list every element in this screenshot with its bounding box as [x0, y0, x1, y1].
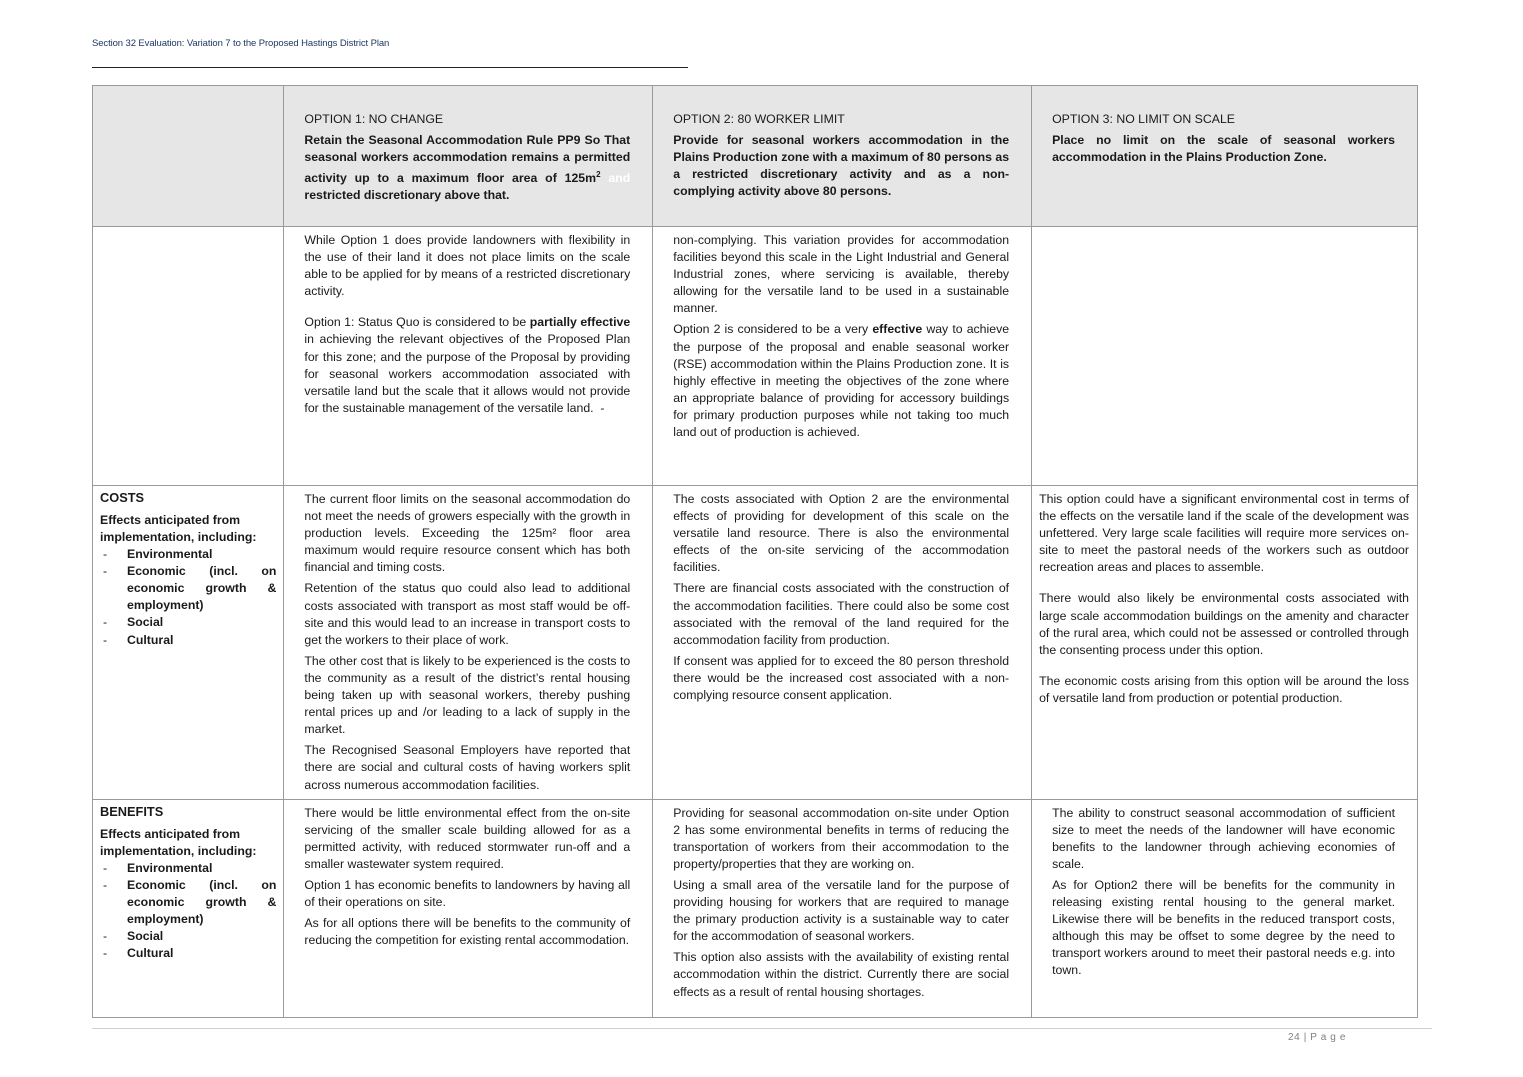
header-divider — [92, 67, 688, 68]
benefits-option-1-para-3: As for all options there will be benefits to the community of reducing the competition for existing rental accommodation. — [304, 916, 631, 948]
benefits-option-2-para-2: Using a small area of the versatile land for the purpose of providing housing for workers that are required to manage the primary production activity is a sustainable way to cater for the accommodation of seasonal workers. — [673, 877, 1010, 944]
effectiveness-row — [93, 227, 1418, 486]
list-item: - Environmental — [100, 546, 276, 563]
list-item: - Economic (incl. on economic growth & employment) — [100, 877, 276, 928]
costs-option-3-para-3: The economic costs arising from this option will be around the loss of versatile land from production or potential production. — [1039, 673, 1409, 705]
benefits-option-3-para-2: As for Option2 there will be benefits for the community in releasing existing rental housing to the general market. Likewise there will be benefits in the reduced transport costs, although this may be offset to some degree by the need to transport workers around to meet their pastoral needs e.g. into town. — [1052, 877, 1395, 978]
list-item: - Cultural — [100, 632, 276, 649]
effectiveness-option-2-para-2: Option 2 is considered to be a very effective way to achieve the purpose of the proposal and enable seasonal worker (RSE) accommodation within the Plains Production zone. It is highly effective in meeting the objectives of the zone where an appropriate balance of providing for accessory buildings for primary production purposes while not taking too much land out of production is achieved. — [673, 322, 1010, 440]
list-item: - Environmental — [100, 860, 276, 877]
costs-option-3-para-1: This option could have a significant environmental cost in terms of the effects on the versatile land if the scale of the development was unfettered. Very large scale facilities will require more services on-site to meet the pastoral needs of the workers such as outdoor recreation areas and places to assemble. — [1039, 492, 1409, 575]
costs-label-cell — [93, 486, 284, 800]
costs-effects-list — [100, 546, 276, 649]
list-item: - Social — [100, 928, 276, 945]
costs-option-2-para-2: There are financial costs associated with the construction of the accommodation facilities. There could also be some cost associated with the removal of the land required for the accommodation facility from production. — [673, 581, 1010, 647]
option-2-header — [653, 86, 1032, 227]
costs-option-3-para-2: There would also likely be environmental costs associated with large scale accommodation buildings on the amenity and character of the rural area, which could not be assessed or controlled through the consenting process under this option. — [1039, 591, 1409, 657]
benefits-label: BENEFITS — [100, 803, 164, 819]
effectiveness-label-cell — [93, 227, 284, 486]
benefits-option-1 — [284, 799, 653, 1017]
list-item: - Social — [100, 614, 276, 631]
option-3-header — [1032, 86, 1418, 227]
effectiveness-option-1-para-1: While Option 1 does provide landowners with flexibility in the use of their land it does not place limits on the scale able to be applied for by means of a restricted discretionary activity. — [304, 233, 631, 299]
benefits-option-3 — [1032, 799, 1418, 1017]
benefits-label-cell — [93, 799, 284, 1017]
evaluation-table — [92, 85, 1418, 1018]
benefits-option-1-para-1: There would be little environmental effect from the on-site servicing of the smaller scale building allowed for as a permitted activity, with reduced stormwater run-off and a smaller wastewater system required. — [304, 805, 631, 871]
option-3-description: Place no limit on the scale of seasonal workers accommodation in the Plains Production Zone. — [1052, 133, 1395, 165]
footer-divider — [92, 1028, 1432, 1029]
options-header-row — [93, 86, 1418, 227]
costs-option-1-para-4: The Recognised Seasonal Employers have reported that there are social and cultural costs of having workers split across numerous accommodation facilities. — [304, 743, 631, 792]
option-1-description: Retain the Seasonal Accommodation Rule PP9 So That seasonal workers accommodation remains a permitted activity up to a maximum floor area of $125m^2$ and restricted discretionary above that. — [304, 133, 631, 203]
costs-option-2 — [653, 486, 1032, 800]
benefits-option-2-para-1: Providing for seasonal accommodation on-site under Option 2 has some environmental benefits in terms of reducing the transportation of workers from their accommodation to the property/properties that they are working on. — [673, 805, 1010, 871]
costs-row — [93, 486, 1418, 800]
costs-option-1-para-2: Retention of the status quo could also lead to additional costs associated with transport as most staff would be off-site and this would lead to an increase in transport costs to get the workers to their place of work. — [304, 581, 631, 647]
benefits-subtitle: Effects anticipated from implementation, including: — [100, 826, 257, 858]
costs-option-1-para-1: The current floor limits on the seasonal accommodation do not meet the needs of growers especially with the growth in production levels. Exceeding the 125m² floor area maximum would require resource consent which has both financial and timing costs. — [304, 492, 631, 575]
list-item: - Economic (incl. on economic growth & employment) — [100, 563, 276, 614]
list-item: - Cultural — [100, 945, 276, 962]
document-header-title: Section 32 Evaluation: Variation 7 to the Proposed Hastings District Plan — [92, 38, 390, 49]
effectiveness-option-2-para-1: non-complying. This variation provides for accommodation facilities beyond this scale in the Light Industrial and General Industrial zones, where servicing is available, thereby allowing for the versatile land to be used in a sustainable manner. — [673, 233, 1010, 316]
effectiveness-option-2 — [653, 227, 1032, 486]
page-number: 24 | P a g e — [1288, 1032, 1346, 1043]
effectiveness-option-3 — [1032, 227, 1418, 486]
costs-subtitle: Effects anticipated from implementation, including: — [100, 513, 257, 545]
benefits-row — [93, 799, 1418, 1017]
benefits-option-1-para-2: Option 1 has economic benefits to landowners by having all of their operations on site. — [304, 877, 631, 910]
costs-option-3 — [1032, 486, 1418, 800]
benefits-option-3-para-1: The ability to construct seasonal accommodation of sufficient size to meet the needs of the landowner will have economic benefits to the landowner through achieving economies of scale. — [1052, 805, 1395, 871]
option-3-title: OPTION 3: NO LIMIT ON SCALE — [1052, 112, 1235, 126]
benefits-option-2-para-3: This option also assists with the availability of existing rental accommodation within the district. Currently there are social effects as a result of rental housing shortages. — [673, 950, 1010, 999]
costs-option-1-para-3: The other cost that is likely to be experienced is the costs to the community as a result of the district’s rental housing being taken up with seasonal workers, thereby pushing rental prices up and /or leading to a lack of supply in the market. — [304, 653, 631, 737]
costs-option-1 — [284, 486, 653, 800]
benefits-effects-list — [100, 860, 276, 963]
option-2-description: Provide for seasonal workers accommodation in the Plains Production zone with a maximum of 80 persons as a restricted discretionary activity and as a non-complying activity above 80 persons. — [673, 133, 1010, 199]
costs-label: COSTS — [100, 490, 145, 505]
benefits-option-2 — [653, 799, 1032, 1017]
costs-option-2-para-3: If consent was applied for to exceed the 80 person threshold there would be the increased cost associated with a non-complying resource consent application. — [673, 653, 1010, 703]
option-2-title: OPTION 2: 80 WORKER LIMIT — [673, 112, 845, 126]
option-1-header — [284, 86, 653, 227]
option-1-title: OPTION 1: NO CHANGE — [304, 112, 444, 126]
corner-cell — [93, 86, 284, 227]
effectiveness-option-1 — [284, 227, 653, 486]
effectiveness-option-1-para-2: Option 1: Status Quo is considered to be partially effective in achieving the relevant objectives of the Proposed Plan for this zone; and the purpose of the Proposal by providing for seasonal workers accommodation associated with versatile land but the scale that it allows would not provide for the sustainable management of the versatile land. - — [304, 315, 631, 415]
costs-option-2-para-1: The costs associated with Option 2 are the environmental effects of providing for development of this scale on the versatile land resource. There is also the environmental effects of the on-site servicing of the accommodation facilities. — [673, 492, 1010, 575]
